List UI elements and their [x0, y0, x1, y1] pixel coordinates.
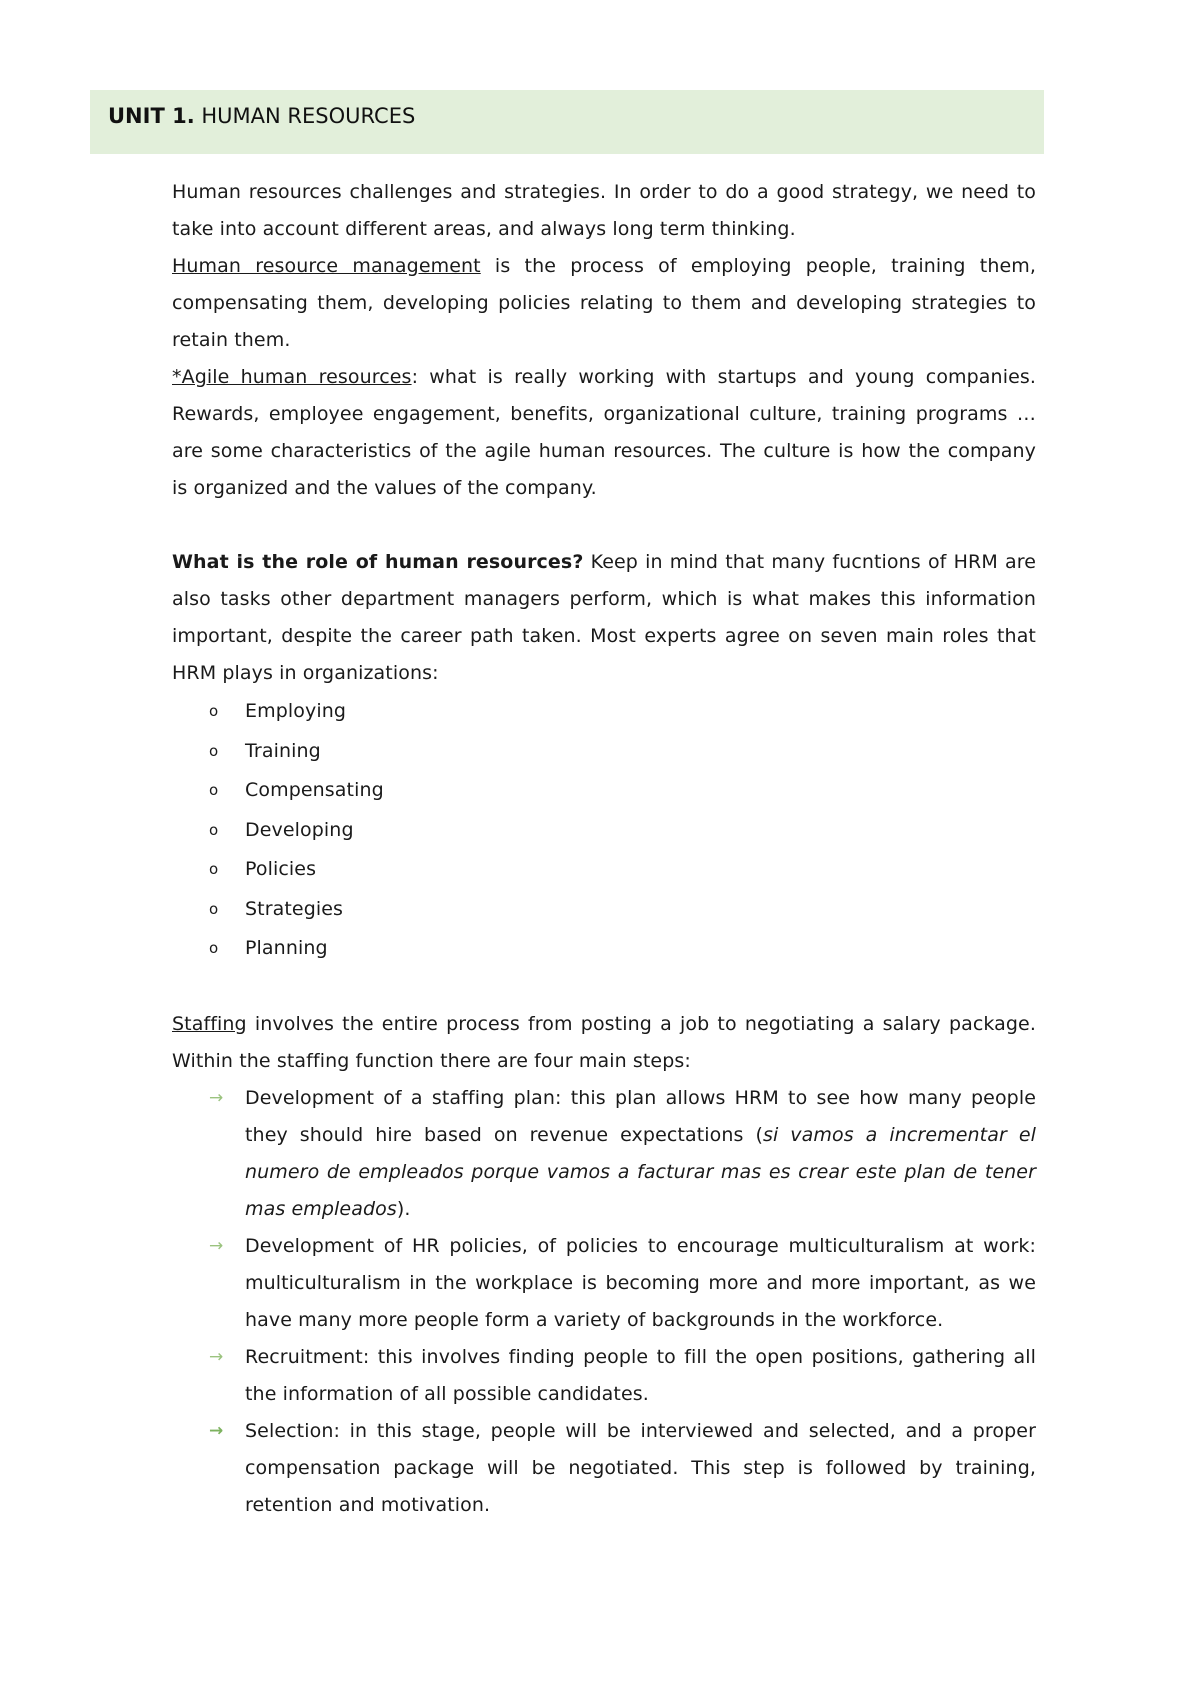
list-item	[209, 732, 1036, 772]
staffing-steps-list	[172, 1080, 1036, 1524]
agile-definition	[172, 359, 1036, 507]
role-item: Developing	[245, 818, 354, 841]
circle-bullet-icon: o	[209, 939, 219, 957]
list-item	[209, 850, 1036, 890]
arrow-right-icon: →	[209, 1346, 224, 1367]
spacer	[172, 507, 1036, 544]
arrow-right-icon: →	[209, 1420, 224, 1441]
role-item: Training	[245, 739, 321, 762]
agile-definition-text: : what is really working with startups and young companies. Rewards, employee engagement, benefits, organizational culture, training programs … are some characteristics of the agile human resources. The culture is how the company is organized and the values of the company.	[172, 366, 1036, 499]
circle-bullet-icon: o	[209, 860, 219, 878]
arrow-right-icon: →	[209, 1235, 224, 1256]
step-text: Development of HR policies, of policies to encourage multiculturalism at work: multiculturalism in the workplace is becoming more and more important, as we have many more people form a variety of backgrounds in the workforce.	[245, 1234, 1036, 1331]
role-item: Compensating	[245, 779, 384, 801]
list-item	[209, 929, 1036, 969]
list-item	[209, 771, 1036, 811]
spacer	[172, 969, 1036, 1006]
list-item	[209, 811, 1036, 851]
role-question: What is the role of human resources?	[172, 551, 584, 573]
staffing-term: Staffing	[172, 1012, 247, 1035]
agile-term: *Agile human resources	[172, 366, 412, 388]
staffing-paragraph	[172, 1006, 1036, 1080]
unit-label: UNIT 1.	[108, 104, 195, 128]
roles-list	[172, 692, 1036, 969]
list-item	[209, 1413, 1036, 1524]
step-text: Development of a staffing plan: this plan allows HRM to see how many people they should hire based on revenue expectations (	[245, 1086, 1036, 1146]
arrow-right-icon: →	[209, 1087, 224, 1108]
circle-bullet-icon: o	[209, 820, 219, 839]
circle-bullet-icon: o	[209, 781, 219, 799]
role-item: Strategies	[245, 897, 344, 920]
step-italic-note: si vamos a incrementar el numero de empleados porque vamos a facturar mas es crear este plan de tener mas empleados	[245, 1123, 1037, 1220]
role-item: Policies	[245, 858, 317, 880]
list-item	[209, 692, 1036, 732]
unit-title-text: HUMAN RESOURCES	[201, 104, 416, 128]
step-text: Recruitment: this involves finding people to fill the open positions, gathering all the information of all possible candidates.	[245, 1345, 1036, 1405]
hrm-definition	[172, 248, 1036, 359]
circle-bullet-icon: o	[209, 741, 219, 760]
step-text-after: ).	[396, 1197, 411, 1220]
list-item	[209, 890, 1036, 930]
unit-header	[90, 90, 1044, 154]
unit-title	[108, 100, 415, 132]
role-item: Planning	[245, 937, 328, 959]
role-text: Keep in mind that many fucntions of HRM are also tasks other department managers perform, which is what makes this information important, despite the career path taken. Most experts agree on seven main roles that HRM plays in organizations:	[172, 551, 1036, 684]
circle-bullet-icon: o	[209, 702, 219, 720]
role-item: Employing	[245, 700, 347, 722]
hrm-term: Human resource management	[172, 255, 481, 277]
role-paragraph	[172, 544, 1036, 692]
hrm-definition-text: is the process of employing people, training them, compensating them, developing policies relating to them and developing strategies to retain them.	[172, 255, 1036, 351]
list-item	[209, 1080, 1036, 1228]
document-body	[172, 174, 1036, 1524]
intro-paragraph: Human resources challenges and strategies. In order to do a good strategy, we need to take into account different areas, and always long term thinking.	[172, 181, 1036, 240]
step-text: Selection: in this stage, people will be interviewed and selected, and a proper compensation package will be negotiated. This step is followed by training, retention and motivation.	[245, 1419, 1036, 1516]
staffing-text: involves the entire process from posting a job to negotiating a salary package. Within the staffing function there are four main steps:	[172, 1012, 1036, 1072]
list-item	[209, 1228, 1036, 1339]
list-item	[209, 1339, 1036, 1413]
circle-bullet-icon: o	[209, 899, 219, 918]
